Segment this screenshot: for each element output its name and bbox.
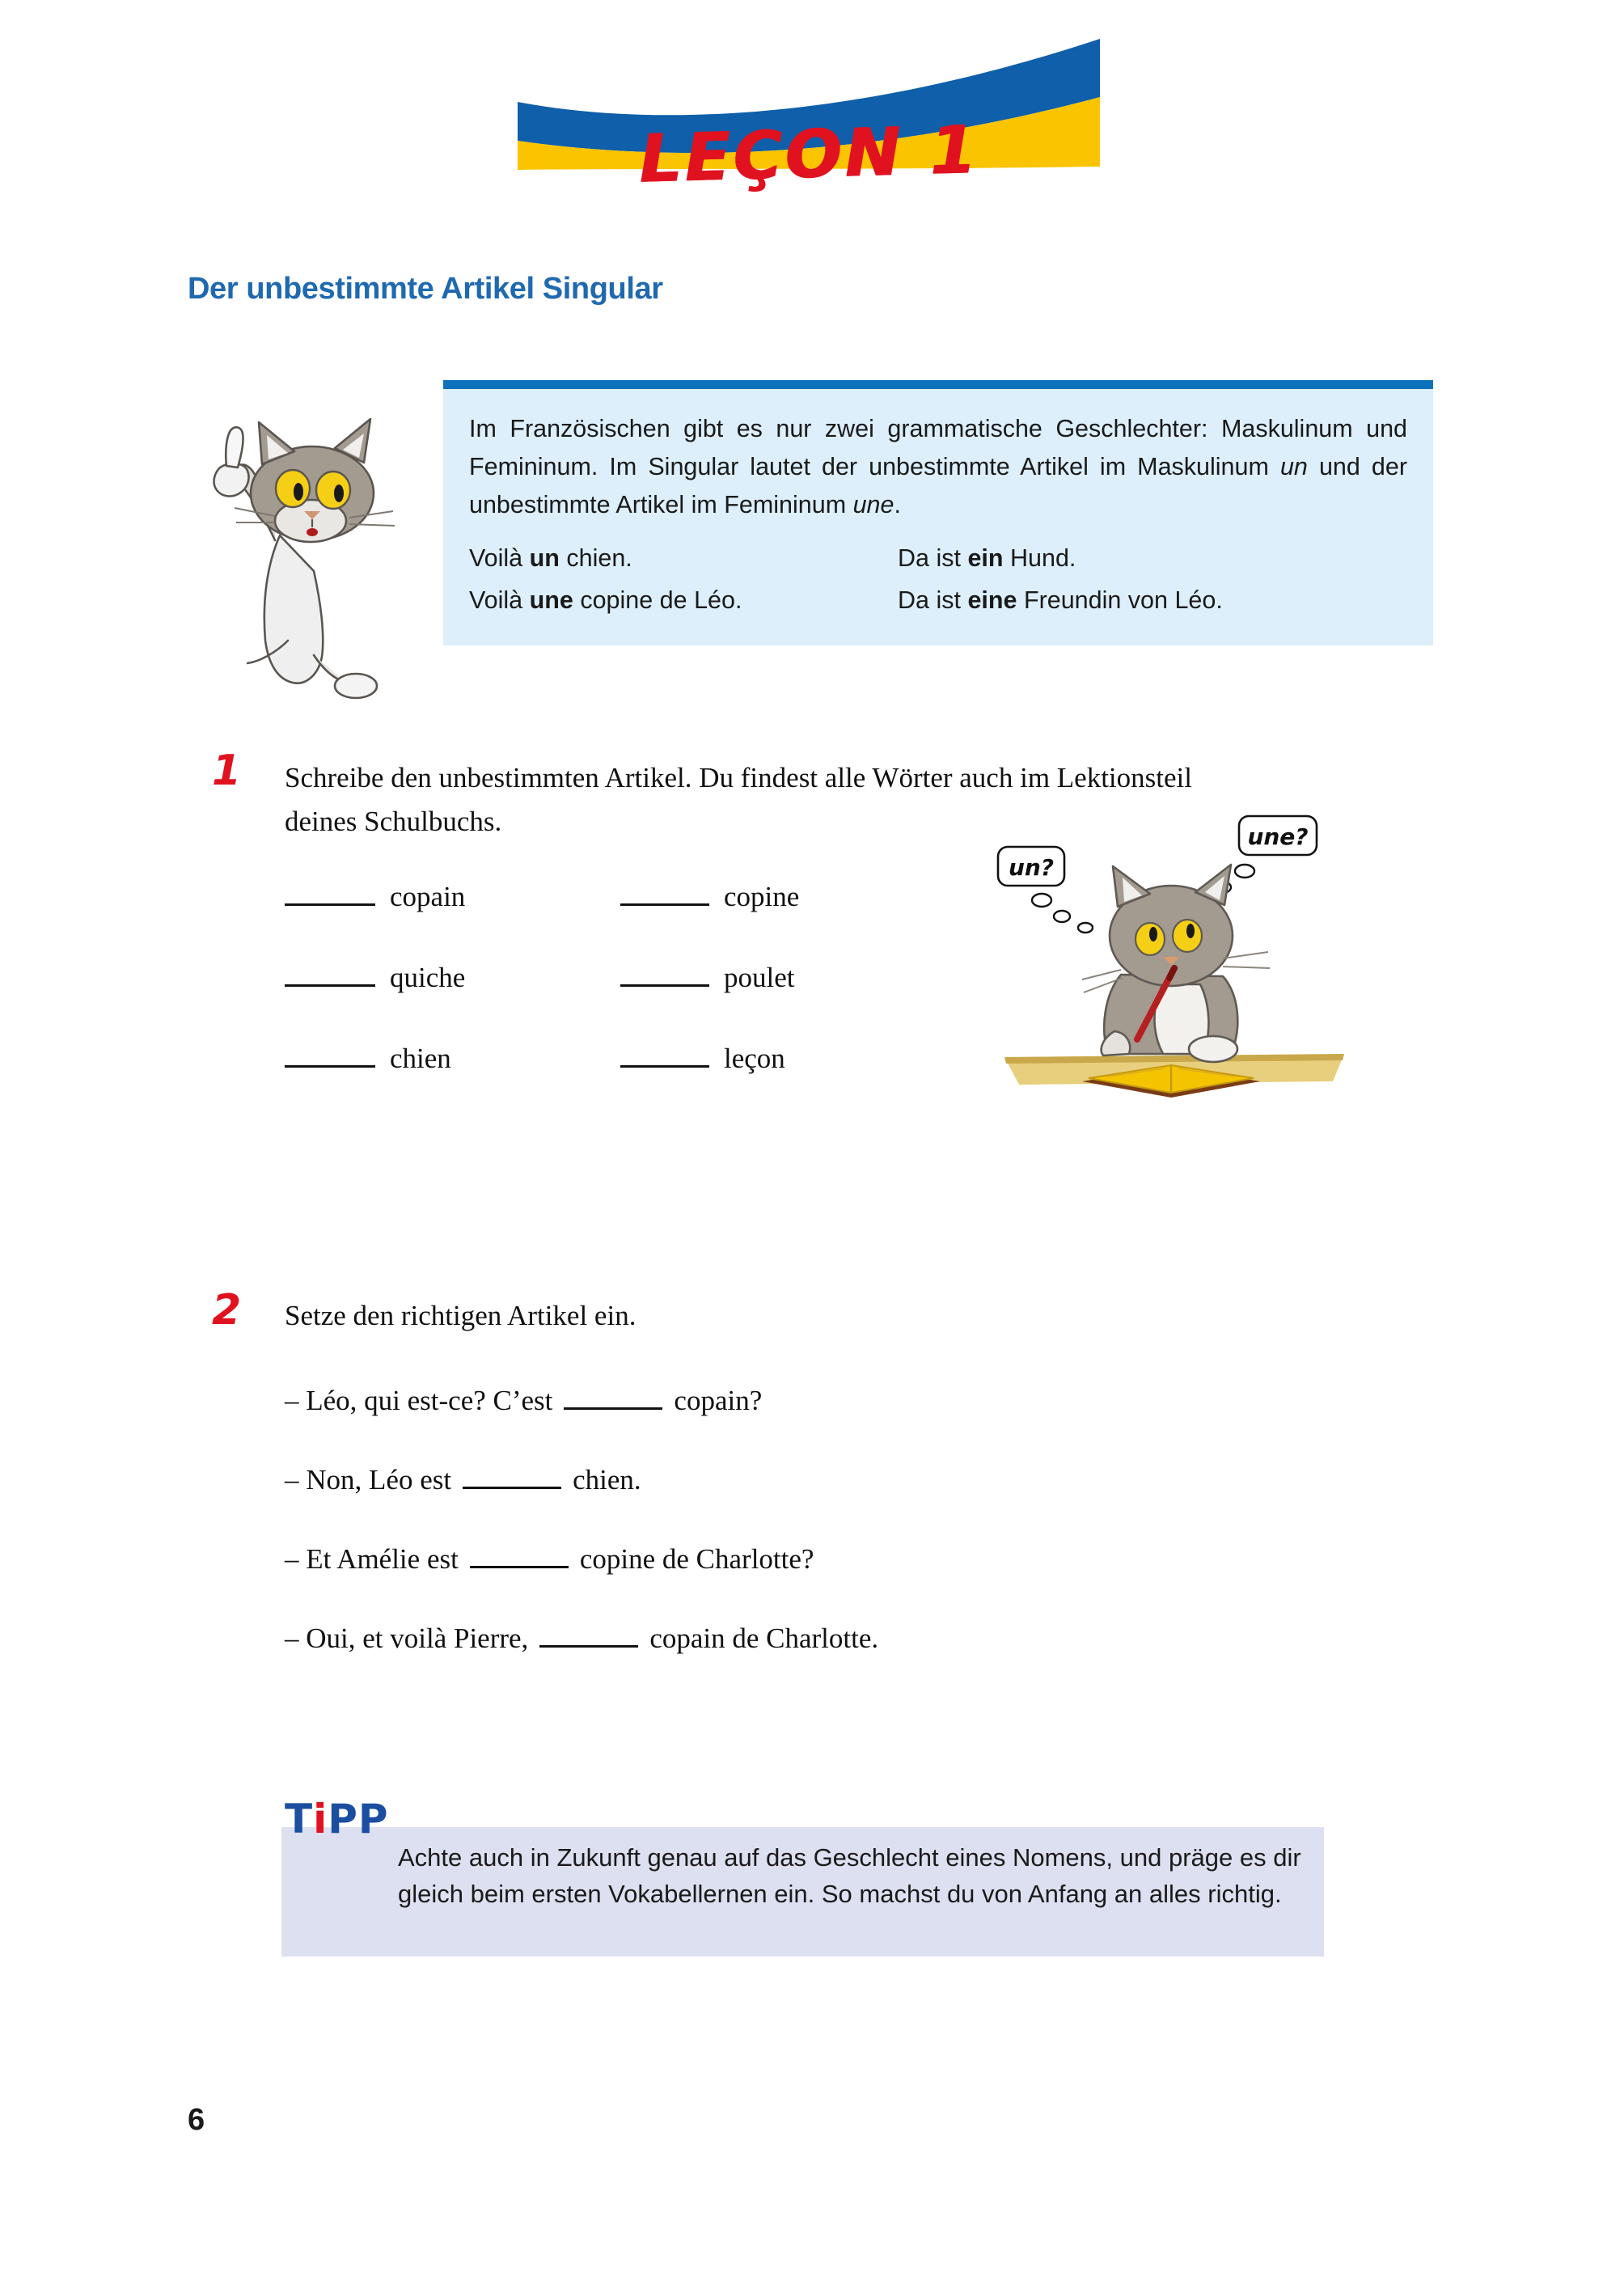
cat-body (1102, 865, 1238, 1062)
example-french (469, 579, 898, 621)
example-de-post: Hund. (1003, 544, 1076, 572)
sentence-after: copain? (674, 1385, 763, 1416)
grammar-text-end: . (894, 491, 901, 518)
grammar-examples (469, 537, 1407, 621)
sentence-after: chien. (573, 1464, 641, 1496)
exercise-1-cell (620, 1031, 956, 1075)
cat-thinking-illustration (971, 797, 1367, 1116)
exercise-2-sentence (285, 1375, 1296, 1454)
example-de-pre: Da ist (898, 586, 968, 614)
exercise-1-row (285, 950, 956, 1031)
vocab-word: copine (724, 881, 800, 912)
example-fr-pre: Voilà (469, 586, 530, 614)
exercise-2-sentence (285, 1454, 1296, 1534)
example-fr-article: un (529, 544, 560, 572)
exercise-2-number: 2 (212, 1286, 242, 1335)
sentence-before: – Non, Léo est (285, 1464, 452, 1496)
example-fr-pre: Voilà (469, 544, 530, 572)
grammar-info-box (443, 380, 1433, 645)
exercise-1-instruction: Schreibe den unbestimmten Artikel. Du findest alle Wörter auch im Lektionsteil deines Schulbuchs. (285, 762, 1192, 837)
page-title: Der unbestimmte Artikel Singular (188, 272, 663, 306)
exercise-1-cell (620, 950, 956, 994)
lesson-banner (518, 39, 1100, 209)
answer-blank[interactable] (539, 1613, 638, 1648)
example-de-article: eine (967, 586, 1017, 614)
exercise-1-cell (620, 869, 956, 913)
answer-blank[interactable] (620, 950, 709, 987)
answer-blank[interactable] (620, 869, 709, 906)
exercise-1-cell (285, 869, 620, 913)
example-row (469, 537, 1407, 579)
exercise-1-cell (285, 950, 620, 994)
exercise-1-row (285, 869, 956, 950)
answer-blank[interactable] (620, 1031, 709, 1068)
exercise-1-row (285, 1031, 956, 1112)
example-fr-post: chien. (559, 544, 632, 572)
exercise-1-answer-grid (285, 869, 956, 1112)
example-german (898, 579, 1383, 621)
grammar-italic-un: un (1279, 453, 1308, 480)
example-de-post: Freundin von Léo. (1017, 586, 1223, 614)
thought-bubble-une-text: une? (1247, 823, 1309, 850)
grammar-text-part-1: Im Französischen gibt es nur zwei grammatische Geschlechter: Maskulinum und Femininum. Im Singular lautet der unbestimmte Artikel im Maskulinum (469, 415, 1407, 480)
vocab-word: quiche (390, 962, 466, 993)
vocab-word: leçon (724, 1043, 785, 1074)
tipp-logo-i: i (313, 1796, 328, 1842)
example-de-pre: Da ist (898, 544, 968, 572)
answer-blank[interactable] (564, 1375, 662, 1410)
tipp-logo (285, 1796, 389, 1842)
exercise-2-sentence (285, 1534, 1296, 1613)
sentence-after: copain de Charlotte. (649, 1622, 879, 1654)
thought-bubble-une (1215, 816, 1317, 893)
exercise-2-sentence (285, 1613, 1296, 1692)
exercise-2-instruction: Setze den richtigen Artikel ein. (285, 1300, 636, 1331)
cat-pointing-illustration (184, 398, 427, 705)
answer-blank[interactable] (285, 1031, 375, 1068)
answer-blank[interactable] (285, 869, 375, 906)
vocab-word: poulet (724, 962, 795, 993)
tipp-logo-t: T (285, 1796, 314, 1842)
vocab-word: chien (390, 1043, 451, 1074)
tipp-text: Achte auch in Zukunft genau auf das Geschlecht eines Nomens, und präge es dir gleich beim ersten Vokabellernen ein. So machst du von Anfang an alles richtig. (398, 1843, 1301, 1908)
vocab-word: copain (390, 881, 466, 912)
exercise-2-sentences (285, 1375, 1296, 1692)
thought-bubble-un-text: un? (1008, 854, 1055, 881)
answer-blank[interactable] (463, 1454, 561, 1489)
answer-blank[interactable] (470, 1534, 569, 1568)
example-fr-post: copine de Léo. (573, 586, 742, 614)
sentence-before: – Léo, qui est-ce? C’est (285, 1385, 553, 1416)
exercise-1-number: 1 (212, 747, 242, 795)
grammar-italic-une: une (852, 491, 894, 518)
sentence-before: – Oui, et voilà Pierre, (285, 1622, 529, 1654)
lesson-title: LEÇON 1 (637, 112, 980, 198)
tipp-logo-pp: PP (328, 1796, 389, 1842)
grammar-text-part-2: und der unbestimmte Artikel im Femininum (469, 453, 1407, 518)
sentence-before: – Et Amélie est (285, 1543, 459, 1575)
exercise-1-cell (285, 1031, 620, 1075)
example-fr-article: une (529, 586, 573, 614)
answer-blank[interactable] (285, 950, 375, 987)
page-number: 6 (188, 2103, 205, 2137)
example-german (898, 537, 1383, 579)
example-row (469, 579, 1407, 621)
example-de-article: ein (967, 544, 1004, 572)
sentence-after: copine de Charlotte? (579, 1543, 814, 1575)
example-french (469, 537, 898, 579)
thought-bubble-un (998, 847, 1093, 933)
grammar-explanation (469, 410, 1407, 524)
